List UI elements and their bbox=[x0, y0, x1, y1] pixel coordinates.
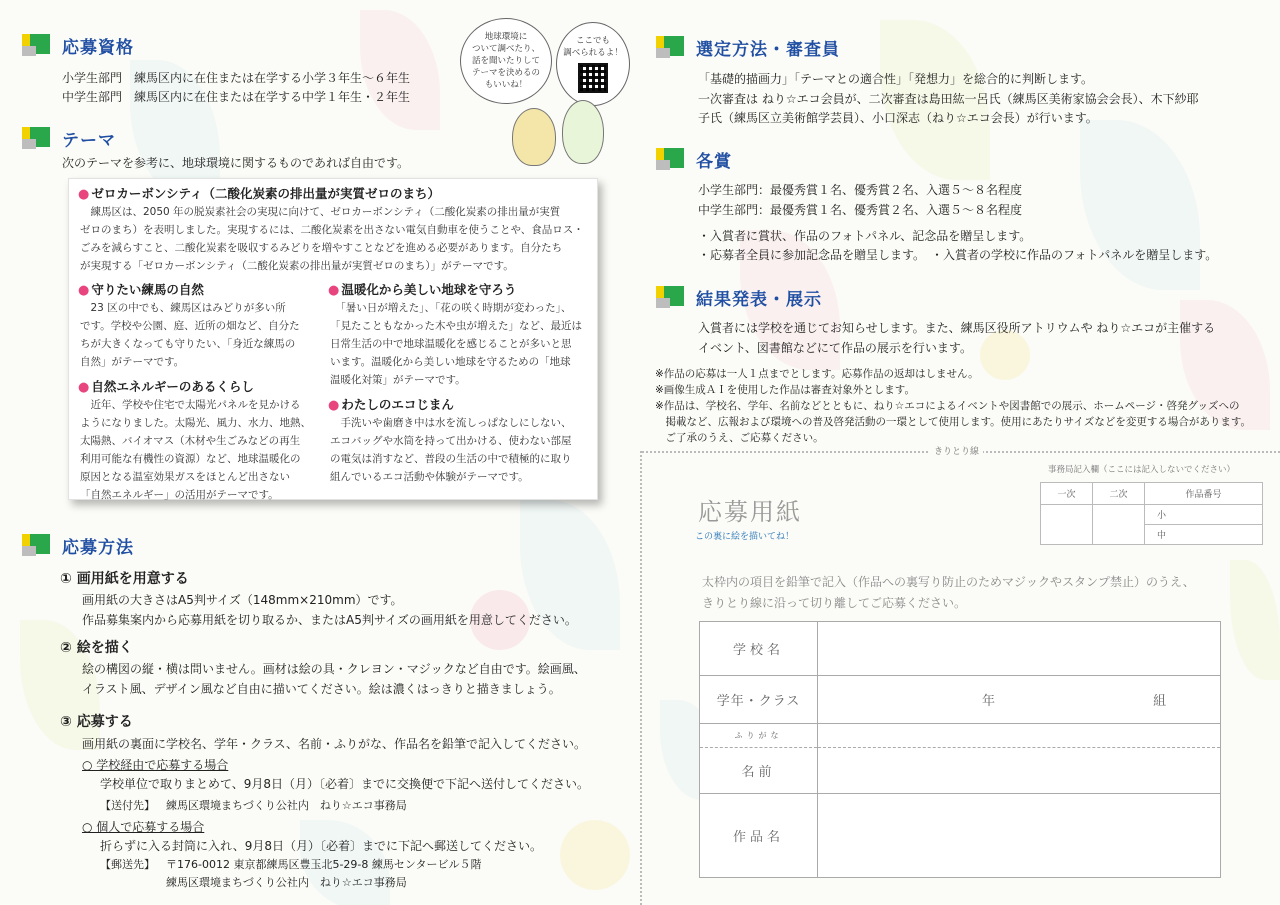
results-heading bbox=[656, 285, 822, 310]
selection-title: 選定方法・審査員 bbox=[696, 40, 840, 60]
awards-line: ・入賞者に賞状、作品のフォトパネル、記念品を贈呈します。 bbox=[698, 229, 1032, 243]
name-label: 名前 bbox=[700, 748, 818, 794]
section-mark-icon bbox=[22, 34, 52, 58]
office-col-number: 作品番号 bbox=[1145, 483, 1263, 505]
cut-line-label: きりとり線 bbox=[930, 444, 983, 457]
school-route-text: 学校単位で取りまとめて、9月8日（月）〔必着〕までに交換便で下記へ送付してください。 bbox=[100, 777, 590, 791]
theme-sub2-heading: ● 温暖化から美しい地球を守ろう bbox=[328, 282, 517, 298]
theme-main-text: 練馬区は、2050 年の脱炭素社会の実現に向けて、ゼロカーボンシティ（二酸化炭素の排出量が実質 ゼロのまち）を表明しました。実現するには、二酸化炭素を出さない電気自動車を使うことや、食品ロス・ ごみを減らすこと、二酸化炭素を吸収するみどりを増やすことなどを進める必要があります。自分たち が実現する「ゼロカーボンシティ（二酸化炭素の排出量が実質ゼロのまち）」がテーマです。 bbox=[80, 206, 584, 272]
bubble-left-line: 地球環境に bbox=[484, 32, 528, 42]
school-route-address: 練馬区環境まちづくり公社内 ねり☆エコ事務局 bbox=[166, 799, 407, 812]
personal-route-address1: 〒176-0012 東京都練馬区豊玉北5-29-8 練馬センタービル５階 bbox=[166, 858, 482, 871]
section-mark-icon bbox=[656, 148, 686, 172]
speech-bubble-right bbox=[556, 22, 630, 106]
form-title: 応募用紙 bbox=[698, 498, 802, 526]
step2-line: イラスト風、デザイン風など自由に描いてください。絵は濃くはっきりと描きましょう。 bbox=[82, 682, 561, 696]
theme-sub2-text: 「暑い日が増えた」、「花の咲く時期が変わった」、 「見たこともなかった木や虫が増えた」など、最近は 日常生活の中で地球温暖化を感じることが多いと思 います。温暖化から美しい地球を守るための「地球 温暖化対策」がテーマです。 bbox=[330, 302, 582, 386]
office-row-elementary[interactable]: 小 bbox=[1145, 505, 1263, 525]
bubble-left-line: ついて調べたり、 bbox=[471, 44, 540, 54]
results-line: イベント、図書館などにて作品の展示を行います。 bbox=[698, 341, 972, 355]
selection-line: 一次審査は ねり☆エコ会員が、二次審査は島田紘一呂氏（練馬区美術家協会会長）、木下紗耶 bbox=[698, 92, 1199, 106]
awards-title: 各賞 bbox=[696, 152, 732, 172]
bubble-right-line: ここでも bbox=[575, 36, 610, 46]
bubble-left-line: もいいね！ bbox=[484, 80, 528, 90]
personal-route-heading: ○ 個人で応募する場合 bbox=[82, 820, 205, 834]
office-use-table bbox=[1040, 482, 1263, 545]
school-name-label: 学校名 bbox=[700, 622, 818, 676]
step3-line: 画用紙の裏面に学校名、学年・クラス、名前・ふりがな、作品名を鉛筆で記入してください。 bbox=[82, 737, 587, 751]
theme-sub3-heading: ● 自然エネルギーのあるくらし bbox=[78, 379, 254, 395]
qr-code-icon[interactable] bbox=[578, 63, 608, 93]
note-line: ※作品の応募は一人１点までとします。応募作品の返却はしません。 bbox=[655, 368, 979, 380]
bubble-left-line: テーマを決めるの bbox=[471, 68, 540, 78]
grade-class-field[interactable] bbox=[818, 676, 1221, 724]
method-title: 応募方法 bbox=[62, 538, 134, 558]
cut-line-vertical bbox=[640, 451, 642, 905]
form-subtitle: この裏に絵を描いてね！ bbox=[695, 532, 795, 542]
office-row-junior[interactable]: 中 bbox=[1145, 525, 1263, 545]
office-caption: 事務局記入欄（ここには記入しないでください） bbox=[1048, 465, 1236, 475]
speech-bubble-left bbox=[460, 18, 552, 104]
theme-main-heading: ● ゼロカーボンシティ（二酸化炭素の排出量が実質ゼロのまち） bbox=[78, 186, 441, 202]
note-line: ※作品は、学校名、学年、名前などとともに、ねり☆エコによるイベントや図書館での展示、ホームページ・啓発グッズへの bbox=[655, 400, 1240, 412]
school-route-heading: ○ 学校経由で応募する場合 bbox=[82, 758, 229, 772]
results-line: 入賞者には学校を通じてお知らせします。また、練馬区役所アトリウムや ねり☆エコが主催する bbox=[698, 321, 1216, 335]
grade-class-label: 学年・クラス bbox=[700, 676, 818, 724]
step2-title: ② 絵を描く bbox=[60, 640, 133, 656]
year-label: 年 bbox=[982, 694, 1000, 709]
school-name-field[interactable] bbox=[818, 622, 1221, 676]
theme-sub4-heading: ● わたしのエコじまん bbox=[328, 397, 454, 413]
theme-sub1-text: 23 区の中でも、練馬区はみどりが多い所 です。学校や公園、庭、近所の畑など、自分た ちが大きくなっても守りたい、「身近な練馬の 自然」がテーマです。 bbox=[80, 302, 300, 368]
selection-heading bbox=[656, 35, 840, 60]
step3-title: ③ 応募する bbox=[60, 714, 133, 730]
form-instruction: 太枠内の項目を鉛筆で記入（作品への裏写り防止のためマジックやスタンプ禁止）のうえ、 bbox=[702, 575, 1195, 589]
school-route-label: 【送付先】 bbox=[100, 799, 155, 812]
theme-heading bbox=[22, 126, 116, 151]
theme-sub3-text: 近年、学校や住宅で太陽光パネルを見かける ようになりました。太陽光、風力、水力、地熱、 太陽熱、バイオマス（木材や生ごみなどの再生 利用可能な有機性の資源）など、地球温暖化の 原因となる温室効果ガスをほとんど出さない 「自然エネルギー」の活用がテーマです。 bbox=[80, 399, 311, 501]
entry-form-table bbox=[699, 621, 1221, 878]
work-title-field[interactable] bbox=[818, 794, 1221, 878]
section-mark-icon bbox=[22, 127, 52, 151]
theme-sub4-text: 手洗いや歯磨き中は水を流しっぱなしにしない、 エコバッグや水筒を持って出かける、使わない部屋 の電気は消すなど、普段の生活の中で積極的に取り 組んでいるエコ活動や体験がテーマです。 bbox=[330, 417, 572, 483]
method-heading bbox=[22, 533, 134, 558]
name-field[interactable] bbox=[818, 748, 1221, 794]
mascot-radish-icon bbox=[562, 100, 604, 164]
section-mark-icon bbox=[656, 36, 686, 60]
section-mark-icon bbox=[22, 534, 52, 558]
eligibility-junior-high: 中学生部門 練馬区内に在住または在学する中学１年生・２年生 bbox=[62, 90, 411, 104]
step1-title: ① 画用紙を用意する bbox=[60, 571, 189, 587]
awards-heading bbox=[656, 147, 732, 172]
bubble-left-line: 話を聞いたりして bbox=[471, 56, 540, 66]
form-instruction: きりとり線に沿って切り離してご応募ください。 bbox=[702, 596, 967, 610]
personal-route-address2: 練馬区環境まちづくり公社内 ねり☆エコ事務局 bbox=[166, 876, 407, 889]
theme-intro: 次のテーマを参考に、地球環境に関するものであれば自由です。 bbox=[62, 156, 410, 170]
eligibility-heading bbox=[22, 33, 134, 58]
theme-title: テーマ bbox=[62, 131, 116, 151]
selection-line: 子氏（練馬区立美術館学芸員）、小口深志（ねり☆エコ会長）が行います。 bbox=[698, 111, 1098, 125]
note-line: 掲載など、広報および環境への普及啓発活動の一環として使用します。使用にあたりサイズなどを変更する場合があります。 bbox=[655, 416, 1251, 428]
work-title-label: 作品名 bbox=[700, 794, 818, 878]
office-cell-first[interactable] bbox=[1041, 505, 1093, 545]
personal-route-label: 【郵送先】 bbox=[100, 858, 155, 871]
section-mark-icon bbox=[656, 286, 686, 310]
step1-line: 作品募集案内から応募用紙を切り取るか、またはA5判サイズの画用紙を用意してください。 bbox=[82, 613, 577, 627]
bubble-right-line: 調べられるよ！ bbox=[563, 48, 623, 58]
furigana-label: ふりがな bbox=[700, 724, 818, 748]
note-line: ※画像生成ＡＩを使用した作品は審査対象外とします。 bbox=[655, 384, 915, 396]
mascot-cat-icon bbox=[512, 108, 556, 166]
office-cell-second[interactable] bbox=[1093, 505, 1145, 545]
office-col-second: 二次 bbox=[1093, 483, 1145, 505]
step1-line: 画用紙の大きさはA5判サイズ（148mm×210mm）です。 bbox=[82, 593, 403, 607]
class-label: 組 bbox=[1153, 694, 1171, 709]
eligibility-elementary: 小学生部門 練馬区内に在住または在学する小学３年生〜６年生 bbox=[62, 71, 411, 85]
awards-line: 中学生部門：最優秀賞１名、優秀賞２名、入選５〜８名程度 bbox=[698, 203, 1023, 217]
selection-line: 「基礎的描画力」「テーマとの適合性」「発想力」を総合的に判断します。 bbox=[698, 72, 1094, 86]
step2-line: 絵の構図の縦・横は問いません。画材は絵の具・クレヨン・マジックなど自由です。絵画風、 bbox=[82, 662, 586, 676]
results-title: 結果発表・展示 bbox=[696, 290, 822, 310]
furigana-field[interactable] bbox=[818, 724, 1221, 748]
note-line: ご了承のうえ、ご応募ください。 bbox=[655, 432, 824, 444]
awards-line: 小学生部門：最優秀賞１名、優秀賞２名、入選５〜８名程度 bbox=[698, 183, 1023, 197]
office-col-first: 一次 bbox=[1041, 483, 1093, 505]
awards-line: ・応募者全員に参加記念品を贈呈します。 ・入賞者の学校に作品のフォトパネルを贈呈します。 bbox=[698, 248, 1218, 262]
theme-sub1-heading: ● 守りたい練馬の自然 bbox=[78, 282, 204, 298]
eligibility-title: 応募資格 bbox=[62, 38, 134, 58]
personal-route-text: 折らずに入る封筒に入れ、9月8日（月）〔必着〕までに下記へ郵送してください。 bbox=[100, 839, 542, 853]
